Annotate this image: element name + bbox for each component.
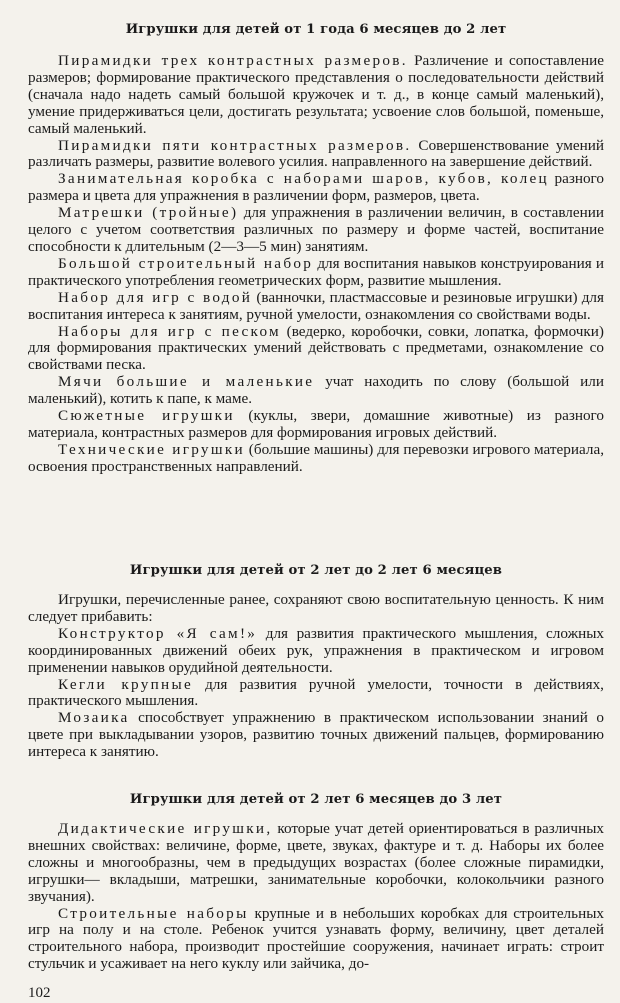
paragraph: Кегли крупные для развития ручной умелости, точности в действиях, практического мышления. — [28, 675, 604, 710]
paragraph: Большой строительный набор для воспитания навыков конструирования и практического употребления геометрических форм, развитие мышления. — [28, 254, 604, 289]
term: Пирамидки пяти контрастных размеров. — [58, 136, 412, 154]
paragraph: Сюжетные игрушки (куклы, звери, домашние животные) из разного материала, контрастных размеров для формирования игровых действий. — [28, 407, 604, 441]
term: Кегли крупные — [58, 675, 193, 693]
section-heading: Игрушки для детей от 2 лет 6 месяцев до 3 лет — [129, 792, 503, 807]
term: Наборы для игр с песком — [58, 322, 281, 340]
paragraph: Конструктор «Я сам!» для развития практического мышления, сложных координированных движений обеих рук, упражнения в практическом и игровом применении навыков орудийной деятельности. — [28, 624, 604, 676]
paragraph: Технические игрушки (большие машины) для перевозки игрового материала, освоения пространственных направлений. — [28, 440, 604, 475]
term: Пирамидки трех контрастных размеров. — [58, 52, 408, 69]
paragraph: Мозаика способствует упражнению в практическом использовании знаний о цвете при выкладывании узоров, развитию точных движений пальцев, формированию интереса к занятию. — [28, 709, 604, 761]
term: Большой строительный набор — [58, 254, 314, 272]
term: Мозаика — [58, 709, 130, 727]
paragraph: Строительные наборы крупные и в небольших коробках для строительных игр на полу и на столе. Ребенок учится узнавать форму, величину, цвет деталей строительного набора, производит простейшие сооружения, начинает играть: строит стульчик и усаживает на него куклу или зайчика, до- — [28, 904, 604, 973]
paragraph: Занимательная коробка с наборами шаров, кубов, колец разного размера и цвета для упражнения в различении форм, размеров, цвета. — [28, 170, 604, 205]
term: Мячи большие и маленькие — [58, 373, 315, 391]
section-1 — [28, 22, 604, 476]
paragraph: Мячи большие и маленькие учат находить по слову (большой или маленький), котить к папе, к маме. — [28, 373, 604, 408]
term: Конструктор «Я сам!» — [58, 624, 258, 642]
term: Технические игрушки — [58, 440, 245, 458]
term: Матрешки (тройные) — [58, 204, 239, 222]
section-2 — [28, 563, 604, 761]
paragraph: Игрушки, перечисленные ранее, сохраняют свою воспитательную ценность. К ним следует прибавить: — [28, 591, 604, 625]
term: Дидактические игрушки, — [58, 820, 273, 837]
term: Строительные наборы — [58, 904, 249, 922]
paragraph: Наборы для игр с песком (ведерко, коробочки, совки, лопатка, формочки) для формирования практических умений действовать с предметами, ознакомление со свойствами песка. — [28, 322, 604, 374]
paragraph: Набор для игр с водой (ванночки, пластмассовые и резиновые игрушки) для воспитания интереса к занятиям, ручной умелости, ознакомления со свойствами воды. — [28, 288, 604, 323]
paragraph: Матрешки (тройные) для упражнения в различении величин, в составлении целого с учетом соответствия различных по размеру и форме частей, воспитание способности к длительным (2—3—5 мин) занятиям. — [28, 204, 605, 255]
term: Набор для игр с водой — [58, 288, 253, 306]
paragraph: Пирамидки пяти контрастных размеров. Совершенствование умений различать размеры, развитие волевого усилия. направленного на завершение действий. — [28, 136, 604, 171]
paragraph: Дидактические игрушки, которые учат детей ориентироваться в различных внешних свойствах: величине, форме, цвете, звуках, фактуре и т. д. Наборы их более сложны и многообразны, чем в предыдущих возрастах (более сложные пирамидки, игрушки— вкладыши, матрешки, занимательные коробочки, колокольчики разного звучания). — [28, 820, 604, 905]
paragraph: Пирамидки трех контрастных размеров. Различение и сопоставление размеров; формирование практического представления о последовательности действий (сначала надо надеть самый большой кружочек и т. д., в конце самый маленький), умение придерживаться цели, достигать результата; усвоение слов большой, поменьше, самый маленький. — [28, 52, 604, 137]
section-heading: Игрушки для детей от 2 лет до 2 лет 6 месяцев — [129, 563, 503, 578]
section-3 — [28, 792, 604, 973]
term: Сюжетные игрушки — [58, 407, 235, 425]
term: Занимательная коробка с наборами шаров, кубов, колец — [58, 170, 549, 188]
page-number: 102 — [28, 985, 51, 1001]
section-heading: Игрушки для детей от 1 года 6 месяцев до 2 лет — [125, 22, 507, 37]
